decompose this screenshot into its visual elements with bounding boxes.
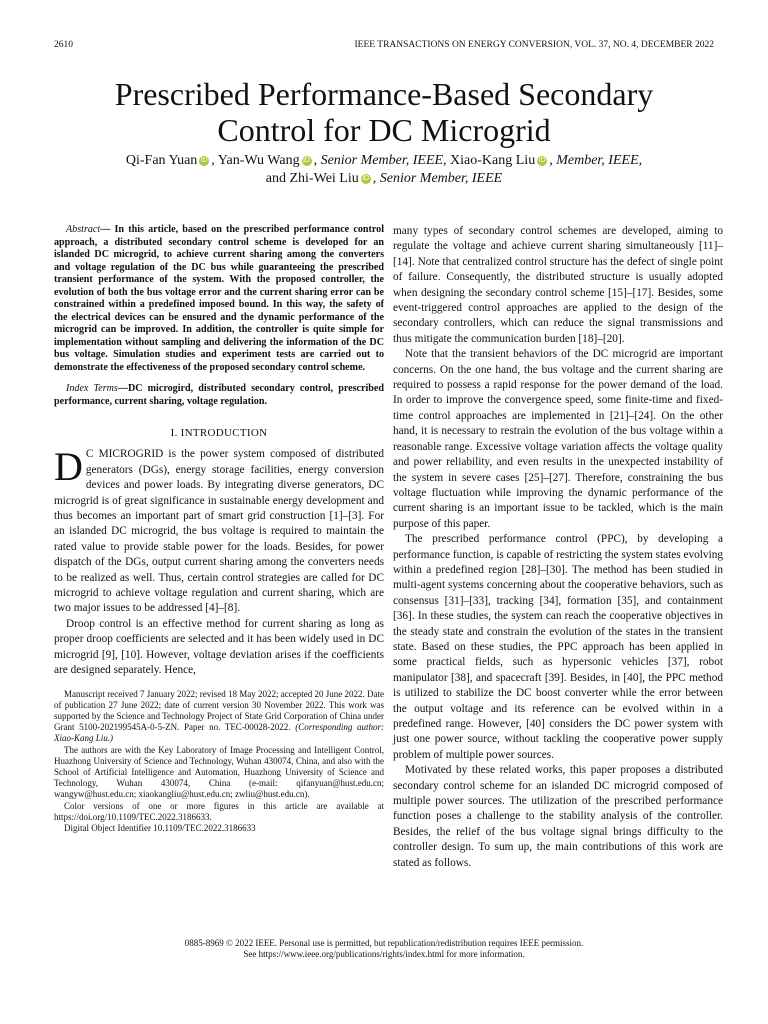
footnote-doi: Digital Object Identifier 10.1109/TEC.2022.3186633	[64, 822, 256, 833]
right-paragraph-2: Note that the transient behaviors of the DC microgrid are important concerns. On the one hand, the bus voltage and the current sharing are required to possess a rapid response for the power demand of the load. In order to improve the convergence speed, some finite-time and fixed-time control approaches are implemented in [21]–[24]. On the other hand, it is necessary to restrain the evolution of the bus voltage within a reasonable range. Excessive voltage variation affects the voltage quality and power reliability, and even results in the unexpected instability of the system in severe cases [25]–[27]. Therefore, constraining the bus voltage fluctuation while improving the dynamic performance of the current sharing is an important issue to be tackled, which is the main purpose of this paper.	[393, 348, 723, 530]
left-column	[54, 224, 384, 834]
copyright-line-2[interactable]: See https://www.ieee.org/publications/rights/index.html for more information.	[243, 949, 525, 959]
orcid-icon[interactable]: iD	[303, 157, 310, 164]
right-paragraph-3: The prescribed performance control (PPC), by developing a performance function, is capable of restricting the system states evolving within a predefined region [28]–[30]. The method has been studied in multi-agent systems concerning about the cooperative behaviors, such as consensus [31]–[33], tracking [34], formation [35], and containment [36]. In these studies, the system can reach the cooperative objectives in the steady state and constrain the evolution of the states in the transient state. Based on these studies, the PPC approach has been applied in some practical fields, such as hypersonic vehicles [37], robot manipulator [38], and spacecraft [39]. Besides, in [40], the PPC method is utilized to stabilize the DC boost converter while the error between the output voltage and its reference can be evolved within in a predefined range. However, [40] considers the DC power system with just one power source, without tackling the cooperative power supply problem of multiple power sources.	[393, 533, 724, 761]
footnote-color[interactable]: Color versions of one or more figures in this article are available at https://doi.org/10.1109/TEC.2022.3186633.	[54, 800, 384, 822]
abstract-label: Abstract	[66, 224, 101, 235]
intro-paragraph-1	[54, 444, 384, 616]
footnote	[54, 689, 384, 835]
title-line-1: Prescribed Performance-Based Secondary	[114, 76, 654, 112]
copyright-notice	[54, 938, 714, 960]
author-line-2: and Zhi-Wei Liu iD , Senior Member, IEEE	[265, 171, 503, 186]
drop-cap: D	[54, 444, 83, 490]
footnote-affiliation: The authors are with the Key Laboratory of Image Processing and Intelligent Control, Huazhong University of Science and Technology, Wuhan 430074, China, and also with the School of Artificial Intelligence and Automation, Huazhong University of Science and Technology, Wuhan 430074, China (e-mail: qifanyuan@hust.edu.cn; wangyw@hust.edu.cn; xiaokangliu@hust.edu.cn; zwliu@hust.edu.cn).	[54, 744, 384, 800]
orcid-icon[interactable]: iD	[200, 157, 208, 164]
author-list	[54, 152, 714, 188]
running-header	[54, 40, 714, 50]
section-heading: I. INTRODUCTION	[170, 427, 268, 439]
author-name: Xiao-Kang Liu	[450, 153, 536, 168]
corresponding-author: (Corresponding author: Xiao-Kang Liu.)	[54, 722, 384, 744]
intro-paragraph-2: Droop control is an effective method for current sharing as long as proper droop coefficients are selected and it has been widely used in DC microgrid [9], [10]. However, voltage deviation arises if the coefficients are designed separately. Hence,	[54, 617, 384, 677]
paragraph-text: C MICROGRID is the power system composed of distributed generators (DGs), energy storage facilities, energy conversion devices and power loads. By integrating diverse generators, DC microgrid is of great significance in sustainable energy development and thus becomes an important part of smart grid construction [1]–[3]. For an islanded DC microgrid, the bus voltage is required to maintain the rated value to provide stable power for the loads. Besides, for power dispatch of the DGs, output current sharing among the converters needs to be realized as well. Thus, certain control strategies are called for DC microgrid to achieve voltage regulation and current sharing, which are two major issues to be addressed [4]–[8].	[54, 448, 384, 615]
right-paragraph-4: Motivated by these related works, this paper proposes a distributed secondary control scheme for an islanded DC microgrid composed of multiple power sources. The utilization of the prescribed performance function poses a challenge to the stability analysis of the controller. Besides, the relief of the bus voltage signal brings difficulty to the controller design. To sum up, the main contributions of this work are stated as follows.	[393, 764, 723, 869]
page-number: 2610	[54, 40, 73, 50]
author-line-1: Qi-Fan Yuan iD , Yan-Wu Wang iD , Senior Member, IEEE, Xiao-Kang Liu iD , Member, IEEE,	[125, 153, 643, 168]
journal-name: IEEE TRANSACTIONS ON ENERGY CONVERSION, VOL. 37, NO. 4, DECEMBER 2022	[354, 40, 714, 50]
author-name: Yan-Wu Wang	[217, 153, 300, 168]
abstract	[54, 224, 384, 374]
index-terms-text: —DC microgird, distributed secondary control, prescribed performance, current sharing, voltage regulation.	[54, 383, 384, 407]
author-name: and Zhi-Wei Liu	[265, 171, 359, 186]
index-terms	[54, 383, 384, 408]
abstract-text: — In this article, based on the prescribed performance control approach, a distributed secondary control scheme is developed for an islanded DC microgrid, to achieve current sharing among the converters and voltage regulation of the DC bus while guaranteeing the prescribed transient performance of the system. With the proposed controller, the evolution of both the bus voltage error and the current sharing error can be constrained within a predefined imposed bound. In this way, the safety of the electrical devices can be ensured and the dynamic performance of the microgrid can be improved. In addition, the controller is quite simple for implementation without sampling and delivering the information of the DC bus voltage. Simulation studies and experiment tests are carried out to demonstrate the effectiveness of the proposed secondary control scheme.	[54, 224, 384, 373]
orcid-icon[interactable]: iD	[538, 157, 546, 164]
right-column	[393, 224, 723, 871]
author-role: Senior Member, IEEE	[379, 171, 503, 186]
orcid-icon[interactable]: iD	[362, 175, 370, 182]
index-terms-label: Index Terms	[66, 383, 118, 394]
author-role: Member, IEEE	[556, 153, 639, 168]
paper-title	[54, 76, 714, 148]
author-name: Qi-Fan Yuan	[125, 153, 198, 168]
copyright-line-1: 0885-8969 © 2022 IEEE. Personal use is permitted, but republication/redistribution requires IEEE permission.	[184, 938, 584, 948]
right-paragraph-1: many types of secondary control schemes are developed, aiming to regulate the voltage and achieve current sharing simultaneously [11]–[14]. Note that centralized control structure has the defect of single point of failure. Consequently, the distributed structure is usually adopted when designing the secondary control scheme [15]–[17]. Besides, some event-triggered control approaches are applied to the design of the secondary controllers, which can reduce the signal transmissions and thus mitigate the communication burden [18]–[20].	[393, 225, 723, 345]
author-role: Senior Member, IEEE	[320, 153, 444, 168]
title-line-2: Control for DC Microgrid	[217, 112, 551, 148]
footnote-manuscript: Manuscript received 7 January 2022; revised 18 May 2022; accepted 20 June 2022. Date of publication 27 June 2022; date of current version 30 November 2022. This work was supported by the Science and Technology Project of State Grid Corporation of China under Grant 5100-202199545A-0-5-ZN. Paper no. TEC-00028-2022. (Corresponding author: Xiao-Kang Liu.)	[54, 688, 384, 744]
